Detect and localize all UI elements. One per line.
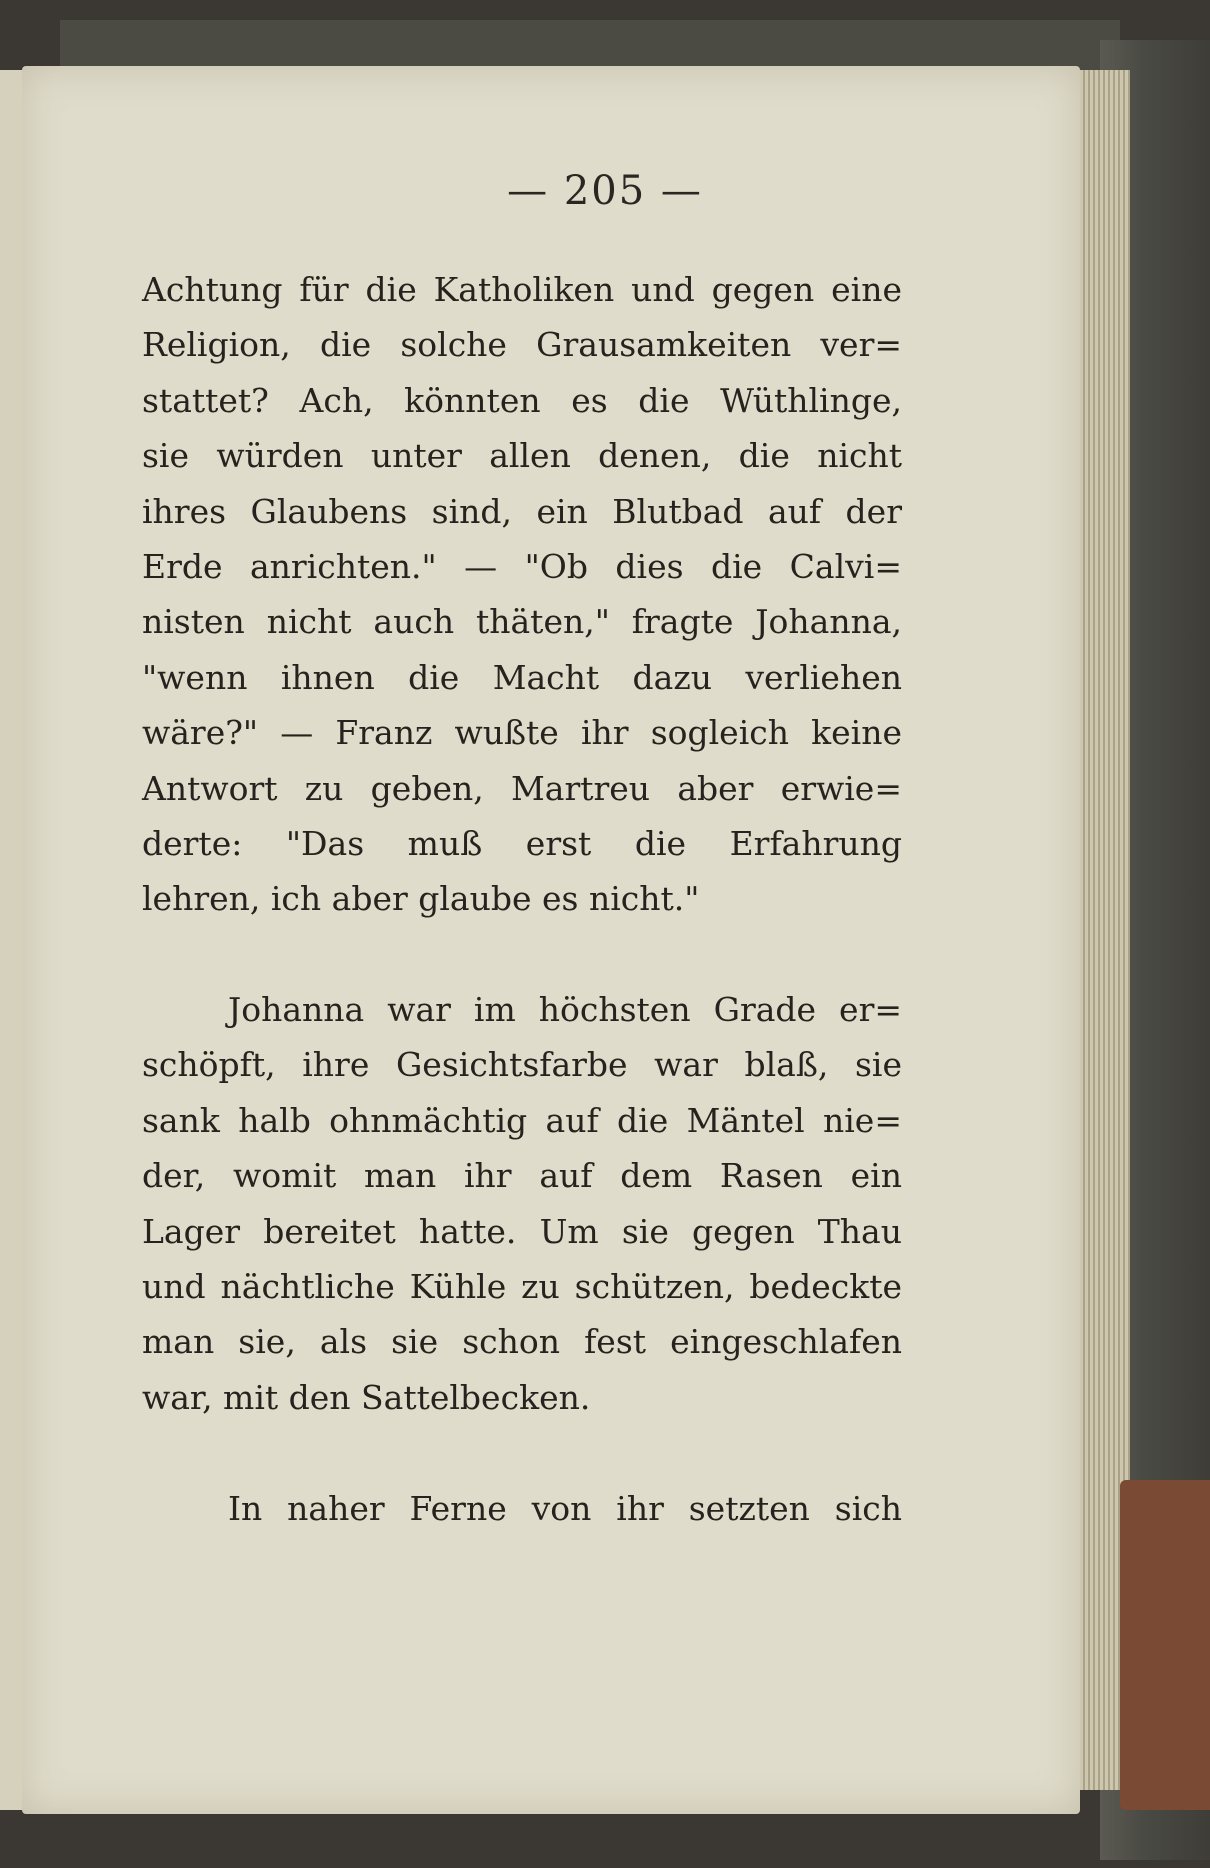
text-line: derte: "Das muß erst die Erfahrung [142, 823, 902, 863]
paragraph [142, 982, 902, 1425]
text-line: In naher Ferne von ihr setzten sich [228, 1488, 902, 1528]
text-line: stattet? Ach, könnten es die Wüthlinge, [142, 380, 902, 420]
page-text [142, 262, 902, 1536]
text-line: Lager bereitet hatte. Um sie gegen Thau [142, 1211, 902, 1251]
paragraph-gap [142, 927, 902, 982]
text-line: schöpft, ihre Gesichtsfarbe war blaß, sie [142, 1045, 902, 1085]
paragraph [142, 1481, 902, 1536]
text-line: Achtung für die Katholiken und gegen eine [142, 270, 902, 309]
page-number: — 205 — [507, 168, 703, 214]
paragraph-gap [142, 1425, 902, 1480]
text-line: Antwort zu geben, Martreu aber erwie= [142, 768, 902, 808]
text-line: der, womit man ihr auf dem Rasen ein [142, 1156, 902, 1196]
text-line: lehren, ich aber glaube es nicht." [142, 879, 700, 919]
text-line: sie würden unter allen denen, die nicht [142, 436, 902, 476]
text-line: Erde anrichten." — "Ob dies die Calvi= [142, 546, 902, 586]
text-line: nisten nicht auch thäten," fragte Johanna, [142, 602, 902, 642]
text-line: wäre?" — Franz wußte ihr sogleich keine [142, 713, 902, 753]
paragraph [142, 262, 902, 927]
cover-corner [1120, 1480, 1210, 1810]
text-line: war, mit den Sattelbecken. [142, 1377, 591, 1417]
text-line: man sie, als sie schon fest eingeschlafen [142, 1322, 902, 1362]
text-line: Religion, die solche Grausamkeiten ver= [142, 325, 902, 365]
text-line: und nächtliche Kühle zu schützen, bedeckte [142, 1267, 902, 1307]
text-line: ihres Glaubens sind, ein Blutbad auf der [142, 491, 902, 531]
text-line: "wenn ihnen die Macht dazu verliehen [142, 657, 902, 697]
text-line: Johanna war im höchsten Grade er= [228, 990, 902, 1030]
text-line: sank halb ohnmächtig auf die Mäntel nie= [142, 1100, 902, 1140]
